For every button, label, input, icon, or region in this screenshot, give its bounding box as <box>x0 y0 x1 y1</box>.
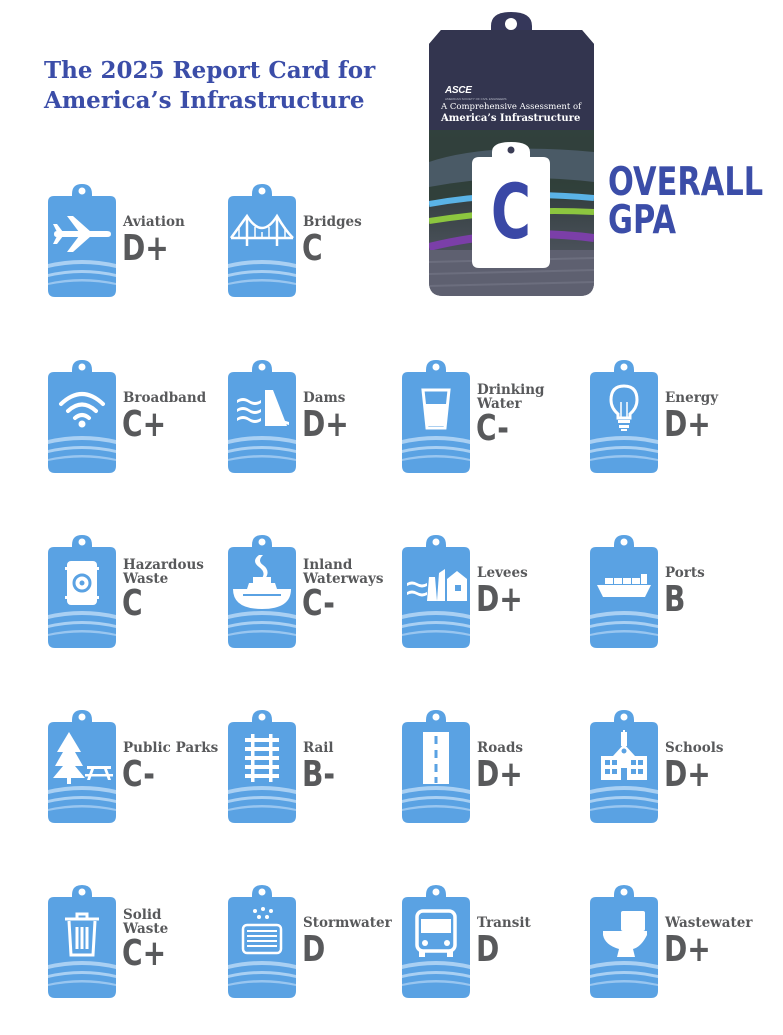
category-card <box>228 710 408 826</box>
cover-subtitle-line-2: America’s Infrastructure <box>441 113 581 124</box>
category-tag <box>590 885 658 1003</box>
category-grade: D <box>476 929 500 970</box>
category-name-line: Dams <box>303 390 346 406</box>
category-name-line: Waste <box>123 921 169 937</box>
category-tag <box>402 710 470 828</box>
category-tag <box>228 535 296 653</box>
category-tag <box>48 885 116 1003</box>
category-grade: D+ <box>122 228 169 269</box>
category-tag <box>402 360 470 478</box>
category-card <box>48 885 228 1001</box>
category-name-line: Ports <box>665 565 705 581</box>
category-name-line: Rail <box>303 740 334 756</box>
category-tag <box>228 184 296 302</box>
category-tag <box>48 360 116 478</box>
overall-grade: C <box>490 166 532 256</box>
asce-logo: ASCE <box>445 85 472 96</box>
category-name-line: Public Parks <box>123 740 219 756</box>
category-card <box>48 360 228 476</box>
category-name-line: Energy <box>665 390 719 406</box>
category-grade: C <box>302 228 323 269</box>
category-name-line: Aviation <box>123 214 185 230</box>
category-name <box>303 215 362 229</box>
category-tag <box>48 184 116 302</box>
category-name-line: Bridges <box>303 214 362 230</box>
category-tag <box>228 360 296 478</box>
category-grade: D+ <box>664 929 711 970</box>
category-grade: C+ <box>122 404 167 445</box>
overall-gpa-label <box>608 160 764 243</box>
category-grade: C- <box>476 408 509 449</box>
category-grade: D+ <box>664 754 711 795</box>
category-name-line: Transit <box>477 915 531 931</box>
page-title-line-1: The 2025 Report Card for <box>44 57 376 84</box>
cover-subtitle-line-1: A Comprehensive Assessment of <box>441 102 582 112</box>
category-name <box>303 391 345 405</box>
category-name <box>477 383 545 411</box>
category-card <box>228 885 408 1001</box>
category-name <box>123 558 204 586</box>
category-tag <box>590 360 658 478</box>
category-name-line: Levees <box>477 565 528 581</box>
category-name <box>665 916 752 930</box>
category-grade: D <box>302 929 326 970</box>
category-grade: D+ <box>302 404 349 445</box>
category-grade: C+ <box>122 933 167 974</box>
category-name <box>123 741 218 755</box>
overall-gpa-line-1: OVERALL <box>608 160 764 205</box>
rail-track-icon <box>245 734 279 782</box>
category-name-line: Stormwater <box>303 915 392 931</box>
biohazard-barrel-icon <box>65 561 99 605</box>
cover-subtitle <box>441 102 591 124</box>
category-card <box>590 535 770 651</box>
category-name <box>123 391 206 405</box>
category-grade: D+ <box>476 754 523 795</box>
category-name-line: Solid <box>123 907 162 923</box>
category-grade: C- <box>122 754 155 795</box>
category-name <box>477 916 531 930</box>
category-name <box>665 566 705 580</box>
category-name <box>303 558 384 586</box>
category-grade: C <box>122 583 143 624</box>
category-card <box>590 885 770 1001</box>
category-tag <box>228 885 296 1003</box>
road-icon <box>423 732 449 784</box>
category-tag <box>402 535 470 653</box>
category-grade: B- <box>302 754 336 795</box>
category-grade: D+ <box>664 404 711 445</box>
category-card <box>590 360 770 476</box>
category-grade: B <box>664 579 686 620</box>
overall-gpa-line-2: GPA <box>608 198 677 243</box>
category-tag <box>590 710 658 828</box>
category-card <box>402 885 582 1001</box>
category-card <box>590 710 770 826</box>
category-card <box>402 535 582 651</box>
category-name <box>477 566 528 580</box>
category-card <box>402 360 582 476</box>
category-name <box>303 741 334 755</box>
page-title-line-2: America’s Infrastructure <box>44 87 365 114</box>
category-name-line: Waterways <box>303 571 384 587</box>
category-card <box>228 360 408 476</box>
category-grade: C- <box>302 583 335 624</box>
category-tag <box>48 710 116 828</box>
category-name <box>303 916 392 930</box>
category-name <box>123 215 185 229</box>
category-name-line: Inland <box>303 557 353 573</box>
asce-logo-subtitle: AMERICAN SOCIETY OF CIVIL ENGINEERS <box>445 97 507 101</box>
category-name-line: Drinking <box>477 382 545 398</box>
category-card <box>48 535 228 651</box>
category-card <box>48 710 228 826</box>
category-name-line: Hazardous <box>123 557 204 573</box>
report-card-cover <box>429 12 594 296</box>
category-name-line: Schools <box>665 740 724 756</box>
category-name <box>665 391 718 405</box>
category-name-line: Wastewater <box>665 915 753 931</box>
category-tag <box>228 710 296 828</box>
category-card <box>228 535 408 651</box>
category-tag <box>590 535 658 653</box>
category-card <box>228 184 408 300</box>
category-card <box>402 710 582 826</box>
category-name-line: Broadband <box>123 390 207 406</box>
category-grade: D+ <box>476 579 523 620</box>
category-name-line: Water <box>477 396 522 412</box>
category-name <box>123 908 168 936</box>
category-tag <box>402 885 470 1003</box>
category-name-line: Waste <box>123 571 169 587</box>
category-card <box>48 184 228 300</box>
category-name-line: Roads <box>477 740 524 756</box>
page-title <box>44 56 424 116</box>
trash-can-icon <box>65 914 99 955</box>
category-tag <box>48 535 116 653</box>
category-name <box>477 741 523 755</box>
category-name <box>665 741 724 755</box>
